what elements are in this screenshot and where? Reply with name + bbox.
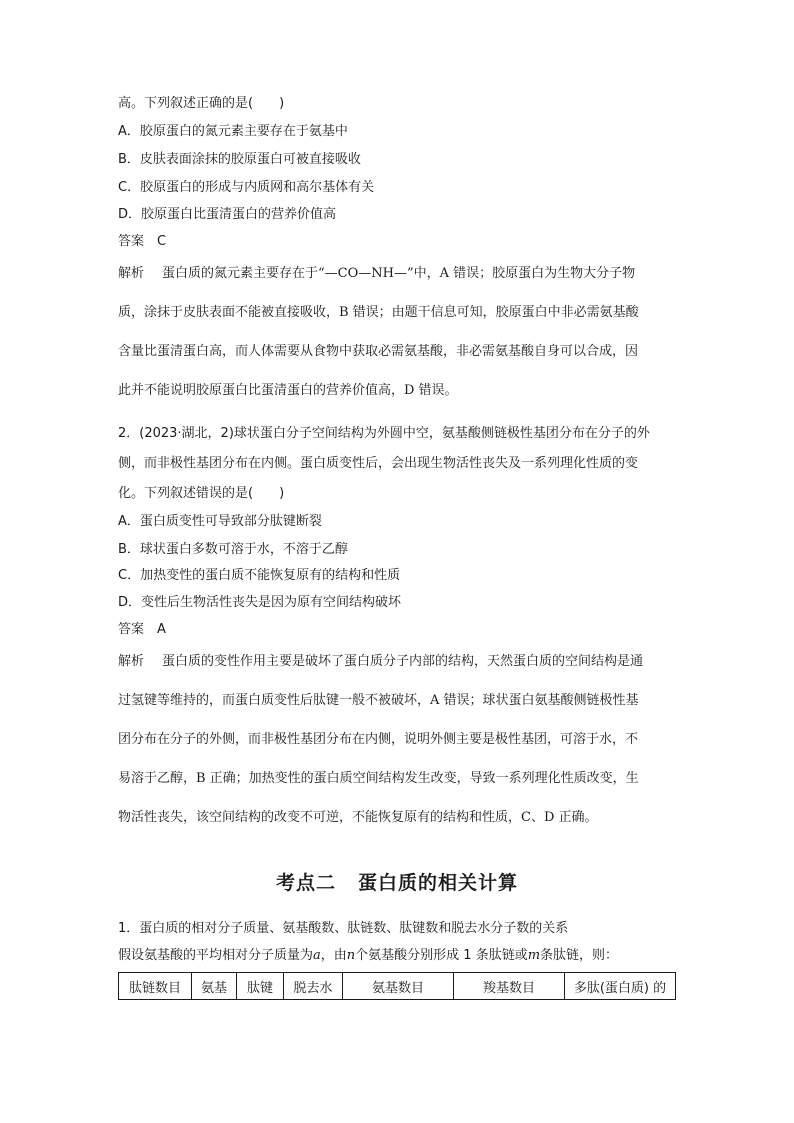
question-1-option-d: D．胶原蛋白比蛋清蛋白的营养价值高 xyxy=(118,207,337,222)
explanation-text: 蛋白质的变性作用主要是破坏了蛋白质分子内部的结构，天然蛋白质的空间结构是通 xyxy=(162,654,644,669)
table-header-cell: 多肽(蛋白质) 的 xyxy=(565,973,676,1000)
table-header-cell: 氨基 xyxy=(192,973,237,1000)
assumption-text: ，由 xyxy=(320,948,347,963)
assumption-text: 个氨基酸分别形成 1 条肽链或 xyxy=(355,948,528,963)
explanation-label: 解析 xyxy=(118,266,145,281)
section-number: 考点二 xyxy=(275,872,336,894)
question-1-option-a: A．胶原蛋白的氮元素主要存在于氨基中 xyxy=(118,124,348,139)
question-1-option-c: C．胶原蛋白的形成与内质网和高尔基体有关 xyxy=(118,180,375,195)
question-1-answer: 答案 C xyxy=(118,234,167,249)
question-2-option-d: D．变性后生物活性丧失是因为原有空间结构破坏 xyxy=(118,595,402,610)
question-2-stem-line: 化。下列叙述错误的是( ) xyxy=(118,486,285,501)
question-2-option-a: A．蛋白质变性可导致部分肽键断裂 xyxy=(118,514,322,529)
section-heading xyxy=(0,868,794,895)
question-1-stem-tail: 高。下列叙述正确的是( ) xyxy=(118,96,285,111)
table-header-row xyxy=(119,973,676,1000)
question-2-stem-line: 2．(2023·湖北，2)球状蛋白分子空间结构为外圆中空，氨基酸侧链极性基团分布在分子的外 xyxy=(118,426,650,441)
variable-m: m xyxy=(527,948,541,963)
explanation-line: 易溶于乙醇，B 正确；加热变性的蛋白质空间结构发生改变，导致一系列理化性质改变，生 xyxy=(118,771,639,786)
explanation-text: 蛋白质的氮元素主要存在于“—CO—NH—”中，A 错误；胶原蛋白为生物大分子物 xyxy=(162,266,636,281)
explanation-line: 含量比蛋清蛋白高，而人体需要从食物中获取必需氨基酸，非必需氨基酸自身可以合成，因 xyxy=(118,344,639,359)
table-header-cell: 肽键 xyxy=(237,973,284,1000)
question-1-explanation xyxy=(118,254,678,410)
question-2-stem-line: 侧，而非极性基团分布在内侧。蛋白质变性后，会出现生物活性丧失及一系列理化性质的变 xyxy=(118,456,639,471)
question-2-answer: 答案 A xyxy=(118,622,166,637)
explanation-line: 过氢键等维持的，而蛋白质变性后肽键一般不被破坏，A 错误；球状蛋白氨基酸侧链极性基 xyxy=(118,693,639,708)
variable-a: a xyxy=(313,948,321,963)
point-1-assumption xyxy=(118,948,618,964)
relationship-table xyxy=(118,972,676,1000)
point-1-title: 1．蛋白质的相对分子质量、氨基酸数、肽链数、肽键数和脱去水分子数的关系 xyxy=(118,921,569,936)
assumption-text: 条肽链，则： xyxy=(540,948,619,963)
question-2-option-c: C．加热变性的蛋白质不能恢复原有的结构和性质 xyxy=(118,568,401,583)
question-2-option-b: B．球状蛋白多数可溶于水，不溶于乙醇 xyxy=(118,542,348,557)
table-header-cell: 羧基数目 xyxy=(454,973,565,1000)
explanation-line: 此并不能说明胶原蛋白比蛋清蛋白的营养价值高，D 错误。 xyxy=(118,383,458,398)
question-2-explanation xyxy=(118,642,678,837)
explanation-line xyxy=(118,254,678,293)
table-header-cell: 脱去水 xyxy=(284,973,343,1000)
assumption-text: 假设氨基酸的平均相对分子质量为 xyxy=(118,948,314,963)
explanation-line xyxy=(118,642,678,681)
table-header-cell: 肽链数目 xyxy=(119,973,192,1000)
variable-n: n xyxy=(346,948,356,963)
table-header-cell: 氨基数目 xyxy=(343,973,454,1000)
section-title: 蛋白质的相关计算 xyxy=(358,872,519,894)
explanation-line: 物活性丧失，该空间结构的改变不可逆，不能恢复原有的结构和性质，C、D 正确。 xyxy=(118,810,598,825)
explanation-line: 质，涂抹于皮肤表面不能被直接吸收，B 错误；由题干信息可知，胶原蛋白中非必需氨基酸 xyxy=(118,305,639,320)
explanation-label: 解析 xyxy=(118,654,145,669)
question-1-option-b: B．皮肤表面涂抹的胶原蛋白可被直接吸收 xyxy=(118,152,361,167)
explanation-line: 团分布在分子的外侧，而非极性基团分布在内侧，说明外侧主要是极性基团，可溶于水，不 xyxy=(118,732,639,747)
